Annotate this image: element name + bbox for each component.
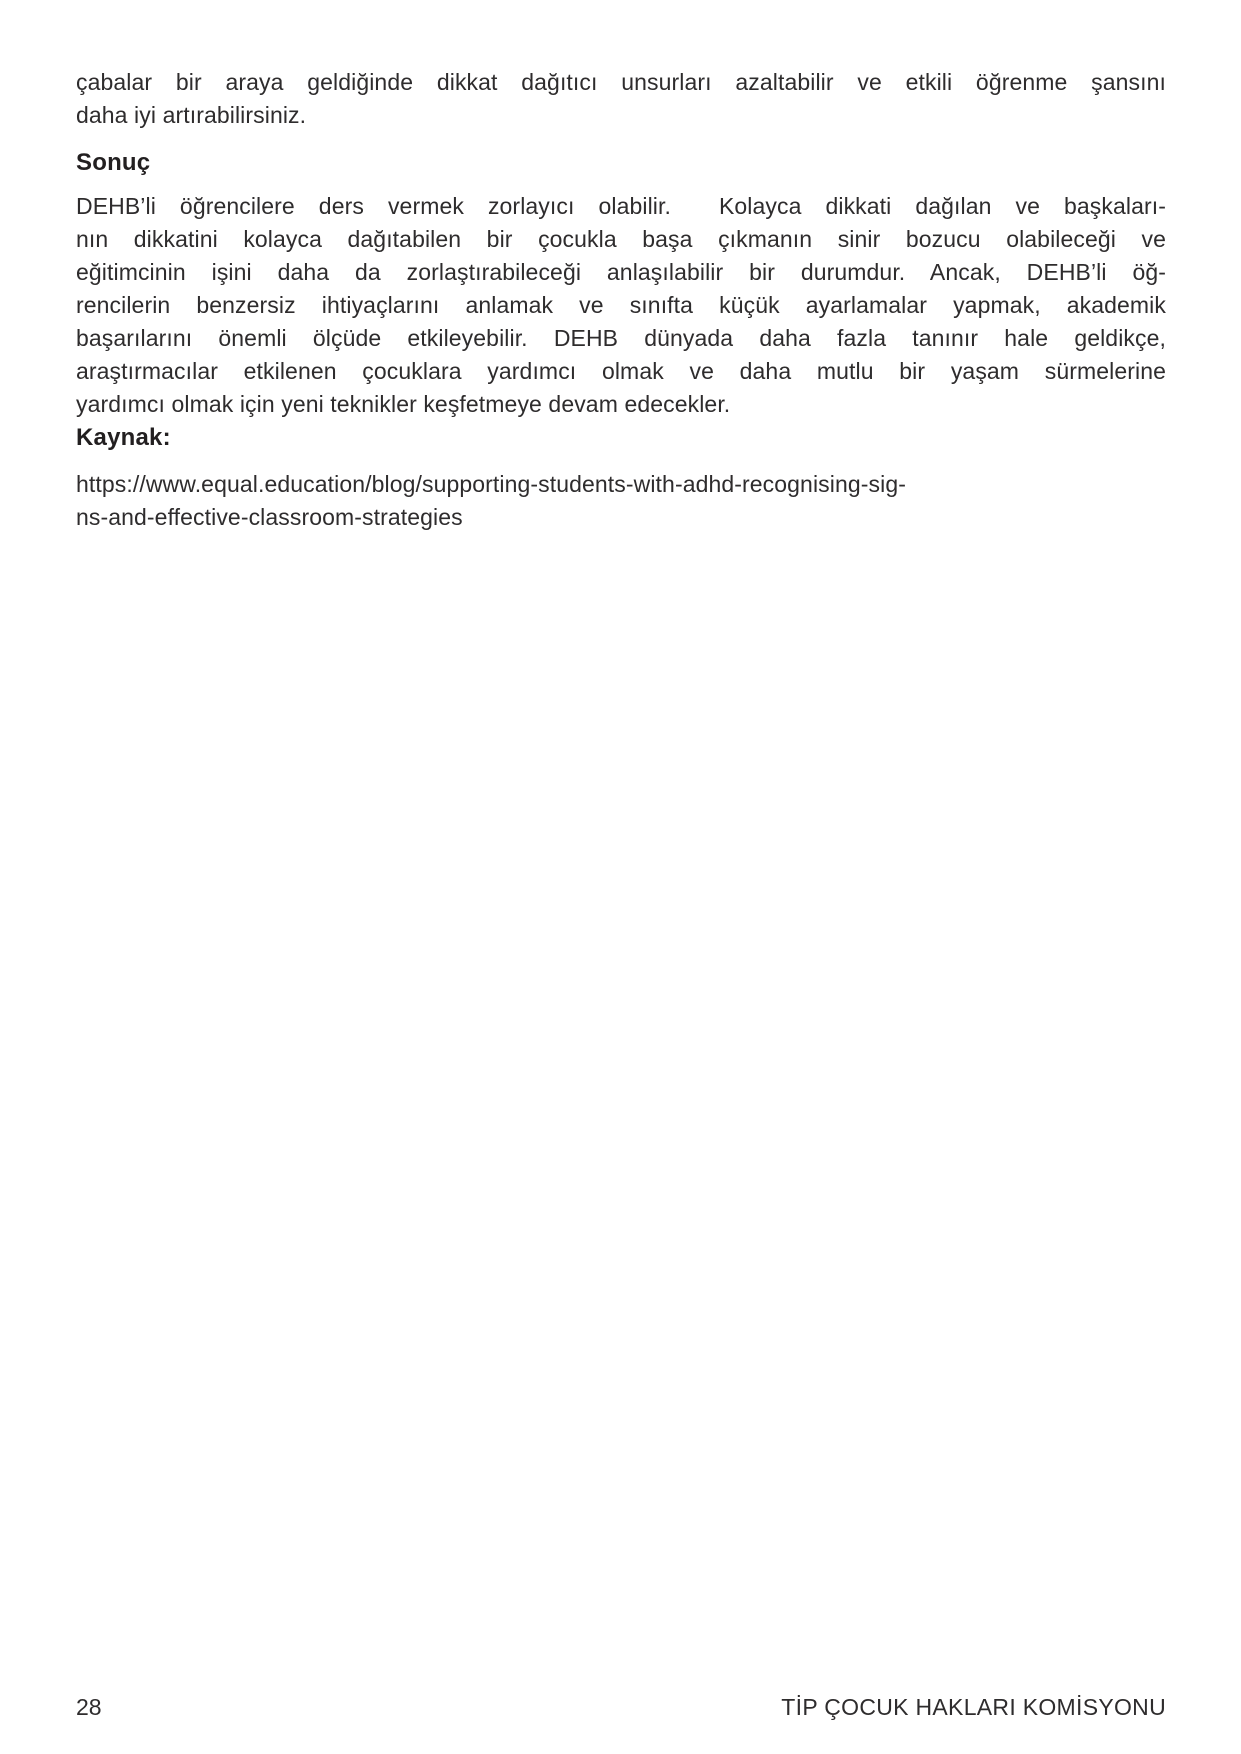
footer-running-title: TİP ÇOCUK HAKLARI KOMİSYONU <box>781 1694 1166 1720</box>
source-heading: Kaynak: <box>76 424 171 451</box>
text-line: DEHB’li öğrencilere ders vermek zorlayıcı olabilir. Kolayca dikkati dağılan ve başkaları- <box>76 193 1166 219</box>
page-number: 28 <box>76 1694 102 1720</box>
text-line: nın dikkatini kolayca dağıtabilen bir çocukla başa çıkmanın sinir bozucu olabileceği ve <box>76 226 1166 252</box>
text-line: araştırmacılar etkilenen çocuklara yardımcı olmak ve daha mutlu bir yaşam sürmelerine <box>76 358 1166 384</box>
text-line: çabalar bir araya geldiğinde dikkat dağıtıcı unsurları azaltabilir ve etkili öğrenme şansını <box>76 69 1166 95</box>
text-line: rencilerin benzersiz ihtiyaçlarını anlamak ve sınıfta küçük ayarlamalar yapmak, akademik <box>76 292 1166 318</box>
text-line: başarılarını önemli ölçüde etkileyebilir. DEHB dünyada daha fazla tanınır hale geldikçe, <box>76 325 1166 351</box>
text-line: yardımcı olmak için yeni teknikler keşfetmeye devam edecekler. <box>76 391 731 417</box>
text-line: daha iyi artırabilirsiniz. <box>76 102 307 128</box>
source-url-line[interactable]: https://www.equal.education/blog/supporting-students-with-adhd-recognising-sig- <box>76 471 906 497</box>
conclusion-heading: Sonuç <box>76 149 151 176</box>
page-footer <box>76 1691 1166 1724</box>
source-url[interactable] <box>76 468 1166 534</box>
conclusion-paragraph <box>76 190 1166 421</box>
text-line: eğitimcinin işini daha da zorlaştırabileceği anlaşılabilir bir durumdur. Ancak, DEHB’li öğ- <box>76 259 1166 285</box>
source-url-line[interactable]: ns-and-effective-classroom-strategies <box>76 504 463 530</box>
intro-paragraph <box>76 66 1166 132</box>
